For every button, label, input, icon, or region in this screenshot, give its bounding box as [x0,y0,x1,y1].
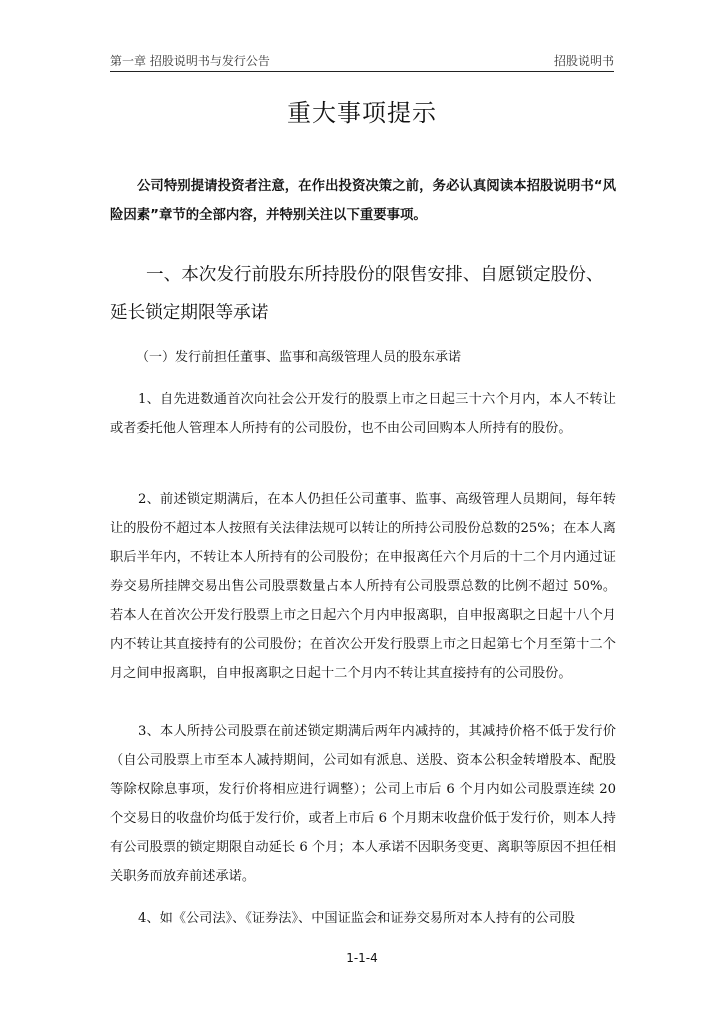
body-paragraph: 4、如《公司法》、《证券法》、中国证监会和证券交易所对本人持有的公司股 [138,911,575,926]
header-divider [110,71,614,72]
header-doc-title: 招股说明书 [553,54,614,68]
page-title: 重大事项提示 [287,99,437,127]
page-number: 1-1-4 [346,951,378,965]
header-chapter: 第一章 招股说明书与发行公告 [110,54,270,68]
subsection-heading: （一）发行前担任董事、监事和高级管理人员的股东承诺 [136,350,462,365]
body-paragraph: 1、自先进数通首次向社会公开发行的股票上市之日起三十六个月内，本人不转让或者委托他人管理本人所持有的公司股份，也不由公司回购本人所持有的股份。 [110,392,616,436]
body-paragraph: 2、前述锁定期满后，在本人仍担任公司董事、监事、高级管理人员期间，每年转让的股份不超过本人按照有关法律法规可以转让的所持公司股份总数的25%；在本人离职后半年内，不转让本人所持有的公司股份；在申报离任六个月后的十二个月内通过证券交易所挂牌交易出售公司股票数量占本人所持有公司股票总数的比例不超过 50%。若本人在首次公开发行股票上市之日起六个月内申报离职，自申报离职之日起十八个月内不转让其直接持有的公司股份；在首次公开发行股票上市之日起第七个月至第十二个月之间申报离职，自申报离职之日起十二个月内不转让其直接持有的公司股份。 [110,492,616,681]
section-heading: 一、本次发行前股东所持股份的限售安排、自愿锁定股份、延长锁定期限等承诺 [110,265,604,323]
page-header [110,52,614,70]
intro-paragraph: 公司特别提请投资者注意，在作出投资决策之前，务必认真阅读本招股说明书“风险因素”章节的全部内容，并特别关注以下重要事项。 [110,179,616,223]
body-paragraph: 3、本人所持公司股票在前述锁定期满后两年内减持的，其减持价格不低于发行价（自公司股票上市至本人减持期间，公司如有派息、送股、资本公积金转增股本、配股等除权除息事项，发行价将相应进行调整）；公司上市后 6 个月内如公司股票连续 20 个交易日的收盘价均低于发行价，或者上市后 6 个月期末收盘价低于发行价，则本人持有公司股票的锁定期限自动延长 6 个月；本人承诺不因职务变更、离职等原因不担任相关职务而放弃前述承诺。 [110,724,616,884]
